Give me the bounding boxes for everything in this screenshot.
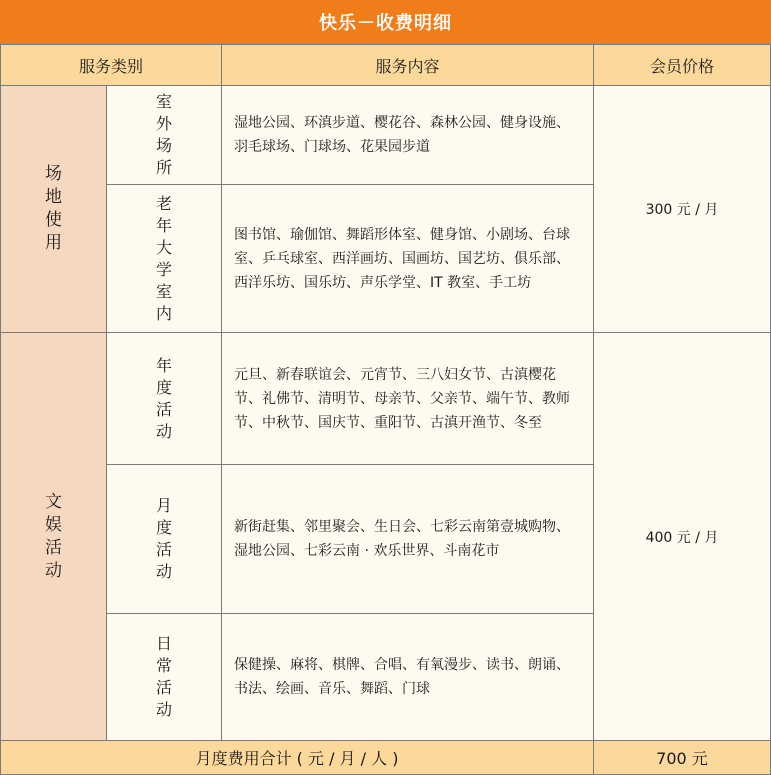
content-monthly [221,464,594,614]
subcategory-monthly [106,464,222,614]
content-text: 保健操、麻将、棋牌、合唱、有氧漫步、读书、朗诵、书法、绘画、音乐、舞蹈、门球 [234,657,570,697]
footer-label: 月度费用合计 ( 元 / 月 / 人 ) [0,740,594,775]
category-venue [0,85,107,333]
content-text: 图书馆、瑜伽馆、舞蹈形体室、健身馆、小剧场、台球室、乒乓球室、西洋画坊、国画坊、国艺坊、俱乐部、西洋乐坊、国乐坊、声乐学堂、IT 教室、手工坊 [234,226,570,291]
content-text: 湿地公园、环滇步道、樱花谷、森林公园、健身设施、羽毛球场、门球场、花果园步道 [234,115,570,155]
content-text: 元旦、新春联谊会、元宵节、三八妇女节、古滇樱花节、礼佛节、清明节、母亲节、父亲节、端午节、教师节、中秋节、国庆节、重阳节、古滇开渔节、冬至 [234,366,570,431]
category-label: 场地使用 [45,164,62,253]
content-text: 新街赶集、邻里聚会、生日会、七彩云南第壹城购物、湿地公园、七彩云南 · 欢乐世界、斗南花市 [234,519,570,559]
subcategory-college [106,184,222,333]
header-price: 会员价格 [593,44,771,86]
content-college [221,184,594,333]
price-entertainment [593,332,771,741]
header-category: 服务类别 [0,44,222,86]
category-label: 文娱活动 [45,491,62,581]
content-outdoor [221,85,594,185]
subcategory-label: 老年大学室内 [155,193,172,323]
price-venue [593,85,771,333]
subcategory-daily [106,613,222,741]
subcategory-label: 年度活动 [155,355,172,441]
content-yearly [221,332,594,465]
category-entertainment [0,332,107,741]
table-title: 快乐－收费明细 [0,0,771,44]
price-text: 400 元 / 月 [645,529,719,546]
price-text: 300 元 / 月 [645,202,719,218]
subcategory-label: 日常活动 [155,634,172,719]
subcategory-label: 室外场所 [155,92,172,177]
header-content: 服务内容 [221,44,594,86]
subcategory-outdoor [106,85,222,185]
subcategory-label: 月度活动 [155,496,172,581]
content-daily [221,613,594,741]
footer-total: 700 元 [593,740,771,775]
subcategory-yearly [106,332,222,465]
